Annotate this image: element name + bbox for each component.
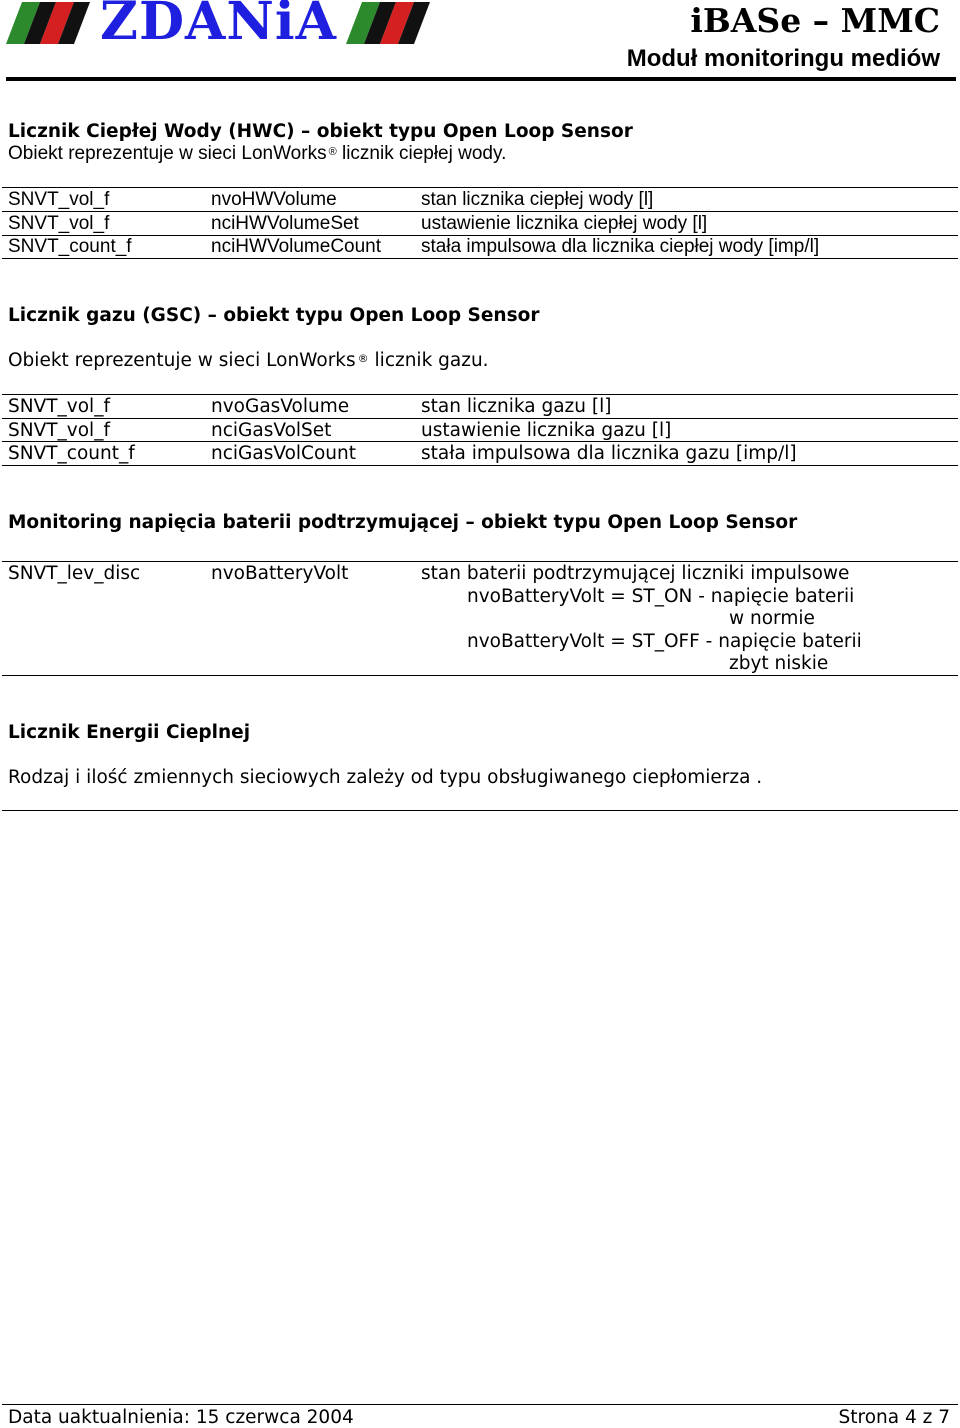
header-rule xyxy=(6,77,956,81)
nv-name: nciGasVolSet xyxy=(211,420,332,441)
nv-description: ustawienie licznika gazu [l] xyxy=(421,420,672,441)
nv-description-line: w normie xyxy=(729,608,815,629)
logo: ZDANiA xyxy=(100,0,338,52)
footer-rule xyxy=(2,1404,958,1405)
table-rule xyxy=(2,394,958,395)
nv-name: nciHWVolumeCount xyxy=(211,236,382,257)
nv-description-line: zbyt niskie xyxy=(729,653,829,674)
table-rule xyxy=(2,465,958,466)
table-row xyxy=(0,236,960,258)
nv-name: nvoBatteryVolt xyxy=(211,563,349,584)
nv-description-line: nvoBatteryVolt = ST_ON - napięcie baterii xyxy=(467,586,855,607)
section-heading: Licznik Energii Cieplnej xyxy=(8,722,251,743)
nv-name: nvoGasVolume xyxy=(211,396,350,417)
page-number: Strona 4 z 7 xyxy=(838,1407,950,1428)
table-row xyxy=(0,420,960,442)
section-description: Obiekt reprezentuje w sieci LonWorks ® licznik ciepłej wody. xyxy=(8,143,507,164)
nv-description: stan licznika gazu [l] xyxy=(421,396,612,417)
document-subtitle: Moduł monitoringu mediów xyxy=(626,45,940,72)
logo-stripes-left xyxy=(6,2,90,44)
table-rule xyxy=(2,258,958,259)
nv-type: SNVT_count_f xyxy=(8,443,135,464)
nv-type: SNVT_vol_f xyxy=(8,213,110,234)
nv-type: SNVT_vol_f xyxy=(8,420,110,441)
nv-type: SNVT_vol_f xyxy=(8,189,110,210)
table-row xyxy=(0,563,960,585)
nv-name: nciHWVolumeSet xyxy=(211,213,359,234)
table-rule xyxy=(2,211,958,212)
nv-description: stan baterii podtrzymującej liczniki impulsowe xyxy=(421,563,850,584)
nv-name: nciGasVolCount xyxy=(211,443,356,464)
section-heading: Licznik gazu (GSC) – obiekt typu Open Loop Sensor xyxy=(8,305,540,326)
nv-description: stała impulsowa dla licznika gazu [imp/l] xyxy=(421,443,797,464)
update-date: Data uaktualnienia: 15 czerwca 2004 xyxy=(8,1407,354,1428)
table-row xyxy=(0,396,960,418)
nv-description: ustawienie licznika ciepłej wody [l] xyxy=(421,213,708,234)
section-heading: Monitoring napięcia baterii podtrzymującej – obiekt typu Open Loop Sensor xyxy=(8,512,798,533)
nv-type: SNVT_count_f xyxy=(8,236,132,257)
table-rule xyxy=(2,441,958,442)
table-row xyxy=(0,443,960,465)
table-row xyxy=(0,213,960,235)
nv-description: stan licznika ciepłej wody [l] xyxy=(421,189,654,210)
nv-description: stała impulsowa dla licznika ciepłej wody [imp/l] xyxy=(421,236,820,257)
nv-description-line: nvoBatteryVolt = ST_OFF - napięcie baterii xyxy=(467,631,862,652)
document-title: iBASe – MMC xyxy=(690,1,940,40)
table-rule xyxy=(2,675,958,676)
section-description: Rodzaj i ilość zmiennych sieciowych zależy od typu obsługiwanego ciepłomierza . xyxy=(8,767,763,788)
table-rule xyxy=(2,418,958,419)
section-description: Obiekt reprezentuje w sieci LonWorks ® licznik gazu. xyxy=(8,350,489,371)
table-rule xyxy=(2,810,958,811)
section-heading: Licznik Ciepłej Wody (HWC) – obiekt typu Open Loop Sensor xyxy=(8,121,633,142)
nv-type: SNVT_lev_disc xyxy=(8,563,141,584)
nv-type: SNVT_vol_f xyxy=(8,396,110,417)
table-rule xyxy=(2,187,958,188)
table-row xyxy=(0,189,960,211)
nv-name: nvoHWVolume xyxy=(211,189,337,210)
logo-stripes-right xyxy=(346,2,430,44)
table-rule xyxy=(2,561,958,562)
